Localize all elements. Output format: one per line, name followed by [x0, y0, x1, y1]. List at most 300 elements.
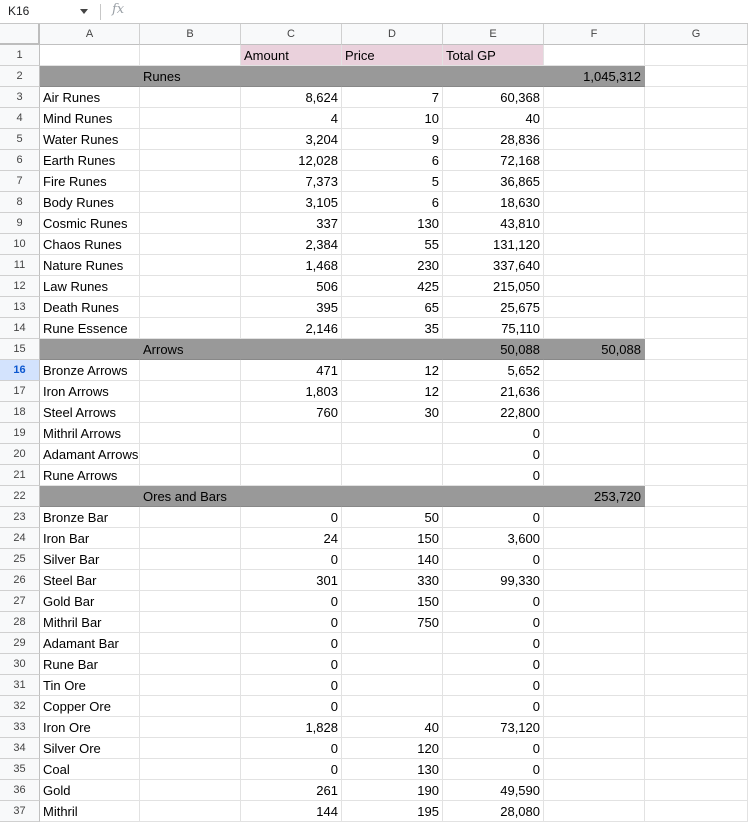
row-header-12[interactable]: 12 — [0, 276, 40, 297]
cell-d20[interactable] — [342, 444, 443, 465]
cell-b1[interactable] — [140, 45, 241, 66]
cell-g11[interactable] — [645, 255, 748, 276]
cell-d22[interactable] — [342, 486, 443, 507]
cell-c35[interactable]: 0 — [241, 759, 342, 780]
column-header-a[interactable]: A — [40, 24, 140, 45]
row-header-16[interactable]: 16 — [0, 360, 40, 381]
cell-e22[interactable] — [443, 486, 544, 507]
cell-d10[interactable]: 55 — [342, 234, 443, 255]
cell-f18[interactable] — [544, 402, 645, 423]
cell-b7[interactable] — [140, 171, 241, 192]
cell-d18[interactable]: 30 — [342, 402, 443, 423]
cell-g5[interactable] — [645, 129, 748, 150]
cell-d4[interactable]: 10 — [342, 108, 443, 129]
cell-c19[interactable] — [241, 423, 342, 444]
cell-g28[interactable] — [645, 612, 748, 633]
cell-g31[interactable] — [645, 675, 748, 696]
cell-c36[interactable]: 261 — [241, 780, 342, 801]
column-header-b[interactable]: B — [140, 24, 241, 45]
cell-e28[interactable]: 0 — [443, 612, 544, 633]
cell-b14[interactable] — [140, 318, 241, 339]
cell-d7[interactable]: 5 — [342, 171, 443, 192]
cell-f24[interactable] — [544, 528, 645, 549]
cell-a9[interactable]: Cosmic Runes — [40, 213, 140, 234]
cell-c25[interactable]: 0 — [241, 549, 342, 570]
row-header-13[interactable]: 13 — [0, 297, 40, 318]
cell-a21[interactable]: Rune Arrows — [40, 465, 140, 486]
cell-g37[interactable] — [645, 801, 748, 822]
cell-e2[interactable] — [443, 66, 544, 87]
column-header-d[interactable]: D — [342, 24, 443, 45]
cell-d21[interactable] — [342, 465, 443, 486]
cell-f27[interactable] — [544, 591, 645, 612]
cell-e29[interactable]: 0 — [443, 633, 544, 654]
cell-a28[interactable]: Mithril Bar — [40, 612, 140, 633]
column-header-c[interactable]: C — [241, 24, 342, 45]
cell-a6[interactable]: Earth Runes — [40, 150, 140, 171]
cell-b21[interactable] — [140, 465, 241, 486]
cell-c14[interactable]: 2,146 — [241, 318, 342, 339]
cell-b15[interactable]: Arrows — [140, 339, 241, 360]
cell-e36[interactable]: 49,590 — [443, 780, 544, 801]
cell-e6[interactable]: 72,168 — [443, 150, 544, 171]
cell-b26[interactable] — [140, 570, 241, 591]
cell-a35[interactable]: Coal — [40, 759, 140, 780]
row-header-33[interactable]: 33 — [0, 717, 40, 738]
cell-e5[interactable]: 28,836 — [443, 129, 544, 150]
cell-f2[interactable]: 1,045,312 — [544, 66, 645, 87]
row-header-18[interactable]: 18 — [0, 402, 40, 423]
cell-f15[interactable]: 50,088 — [544, 339, 645, 360]
cell-e26[interactable]: 99,330 — [443, 570, 544, 591]
cell-f31[interactable] — [544, 675, 645, 696]
cell-a4[interactable]: Mind Runes — [40, 108, 140, 129]
cell-f14[interactable] — [544, 318, 645, 339]
cell-f5[interactable] — [544, 129, 645, 150]
cell-f20[interactable] — [544, 444, 645, 465]
cell-d2[interactable] — [342, 66, 443, 87]
cell-a11[interactable]: Nature Runes — [40, 255, 140, 276]
row-header-6[interactable]: 6 — [0, 150, 40, 171]
cell-e30[interactable]: 0 — [443, 654, 544, 675]
cell-a22[interactable] — [40, 486, 140, 507]
cell-d1[interactable]: Price — [342, 45, 443, 66]
row-header-31[interactable]: 31 — [0, 675, 40, 696]
cell-a31[interactable]: Tin Ore — [40, 675, 140, 696]
cell-c37[interactable]: 144 — [241, 801, 342, 822]
cell-a20[interactable]: Adamant Arrows — [40, 444, 140, 465]
cell-d24[interactable]: 150 — [342, 528, 443, 549]
cell-a36[interactable]: Gold — [40, 780, 140, 801]
cell-b25[interactable] — [140, 549, 241, 570]
cell-d17[interactable]: 12 — [342, 381, 443, 402]
name-box[interactable]: K16 — [8, 4, 30, 18]
cell-d12[interactable]: 425 — [342, 276, 443, 297]
row-header-23[interactable]: 23 — [0, 507, 40, 528]
cell-b10[interactable] — [140, 234, 241, 255]
cell-c20[interactable] — [241, 444, 342, 465]
cell-g30[interactable] — [645, 654, 748, 675]
cell-g21[interactable] — [645, 465, 748, 486]
cell-b11[interactable] — [140, 255, 241, 276]
cell-e10[interactable]: 131,120 — [443, 234, 544, 255]
cell-a27[interactable]: Gold Bar — [40, 591, 140, 612]
row-header-9[interactable]: 9 — [0, 213, 40, 234]
cell-c31[interactable]: 0 — [241, 675, 342, 696]
cell-g35[interactable] — [645, 759, 748, 780]
cell-c29[interactable]: 0 — [241, 633, 342, 654]
cell-a26[interactable]: Steel Bar — [40, 570, 140, 591]
row-header-7[interactable]: 7 — [0, 171, 40, 192]
cell-g19[interactable] — [645, 423, 748, 444]
cell-c7[interactable]: 7,373 — [241, 171, 342, 192]
cell-b37[interactable] — [140, 801, 241, 822]
cell-a29[interactable]: Adamant Bar — [40, 633, 140, 654]
cell-b4[interactable] — [140, 108, 241, 129]
row-header-1[interactable]: 1 — [0, 45, 40, 66]
cell-e31[interactable]: 0 — [443, 675, 544, 696]
row-header-24[interactable]: 24 — [0, 528, 40, 549]
cell-a33[interactable]: Iron Ore — [40, 717, 140, 738]
cell-b5[interactable] — [140, 129, 241, 150]
cell-e32[interactable]: 0 — [443, 696, 544, 717]
cell-b29[interactable] — [140, 633, 241, 654]
row-header-25[interactable]: 25 — [0, 549, 40, 570]
cell-d19[interactable] — [342, 423, 443, 444]
row-header-37[interactable]: 37 — [0, 801, 40, 822]
cell-a32[interactable]: Copper Ore — [40, 696, 140, 717]
cell-b2[interactable]: Runes — [140, 66, 241, 87]
row-header-14[interactable]: 14 — [0, 318, 40, 339]
cell-a16[interactable]: Bronze Arrows — [40, 360, 140, 381]
cell-d13[interactable]: 65 — [342, 297, 443, 318]
cell-g34[interactable] — [645, 738, 748, 759]
row-header-22[interactable]: 22 — [0, 486, 40, 507]
cell-b24[interactable] — [140, 528, 241, 549]
cell-c16[interactable]: 471 — [241, 360, 342, 381]
cell-f37[interactable] — [544, 801, 645, 822]
cell-g13[interactable] — [645, 297, 748, 318]
cell-a24[interactable]: Iron Bar — [40, 528, 140, 549]
cell-g4[interactable] — [645, 108, 748, 129]
row-header-34[interactable]: 34 — [0, 738, 40, 759]
cell-g15[interactable] — [645, 339, 748, 360]
column-header-e[interactable]: E — [443, 24, 544, 45]
cell-g24[interactable] — [645, 528, 748, 549]
cell-c28[interactable]: 0 — [241, 612, 342, 633]
cell-d27[interactable]: 150 — [342, 591, 443, 612]
cell-f1[interactable] — [544, 45, 645, 66]
cell-b16[interactable] — [140, 360, 241, 381]
name-box-dropdown-icon[interactable] — [80, 9, 88, 14]
cell-g20[interactable] — [645, 444, 748, 465]
cell-g33[interactable] — [645, 717, 748, 738]
cell-c10[interactable]: 2,384 — [241, 234, 342, 255]
cell-e20[interactable]: 0 — [443, 444, 544, 465]
cell-e23[interactable]: 0 — [443, 507, 544, 528]
cell-b34[interactable] — [140, 738, 241, 759]
cell-e21[interactable]: 0 — [443, 465, 544, 486]
cell-d26[interactable]: 330 — [342, 570, 443, 591]
cell-b27[interactable] — [140, 591, 241, 612]
cell-c30[interactable]: 0 — [241, 654, 342, 675]
cell-a30[interactable]: Rune Bar — [40, 654, 140, 675]
cell-c2[interactable] — [241, 66, 342, 87]
cell-g23[interactable] — [645, 507, 748, 528]
cell-f3[interactable] — [544, 87, 645, 108]
cell-f7[interactable] — [544, 171, 645, 192]
cell-e14[interactable]: 75,110 — [443, 318, 544, 339]
cell-e4[interactable]: 40 — [443, 108, 544, 129]
cell-c22[interactable] — [241, 486, 342, 507]
column-header-g[interactable]: G — [645, 24, 748, 45]
cell-g14[interactable] — [645, 318, 748, 339]
cell-d8[interactable]: 6 — [342, 192, 443, 213]
row-header-32[interactable]: 32 — [0, 696, 40, 717]
cell-c32[interactable]: 0 — [241, 696, 342, 717]
cell-c12[interactable]: 506 — [241, 276, 342, 297]
cell-e27[interactable]: 0 — [443, 591, 544, 612]
cell-f35[interactable] — [544, 759, 645, 780]
cell-a25[interactable]: Silver Bar — [40, 549, 140, 570]
cell-c5[interactable]: 3,204 — [241, 129, 342, 150]
cell-e13[interactable]: 25,675 — [443, 297, 544, 318]
cell-f29[interactable] — [544, 633, 645, 654]
cell-f28[interactable] — [544, 612, 645, 633]
cell-g27[interactable] — [645, 591, 748, 612]
cell-f10[interactable] — [544, 234, 645, 255]
cell-a10[interactable]: Chaos Runes — [40, 234, 140, 255]
cell-g10[interactable] — [645, 234, 748, 255]
cell-g6[interactable] — [645, 150, 748, 171]
cell-c33[interactable]: 1,828 — [241, 717, 342, 738]
cell-e1[interactable]: Total GP — [443, 45, 544, 66]
row-header-35[interactable]: 35 — [0, 759, 40, 780]
cell-c1[interactable]: Amount — [241, 45, 342, 66]
cell-a34[interactable]: Silver Ore — [40, 738, 140, 759]
cell-a17[interactable]: Iron Arrows — [40, 381, 140, 402]
cell-d14[interactable]: 35 — [342, 318, 443, 339]
cell-d30[interactable] — [342, 654, 443, 675]
cell-f30[interactable] — [544, 654, 645, 675]
cell-c24[interactable]: 24 — [241, 528, 342, 549]
cell-g36[interactable] — [645, 780, 748, 801]
cell-b6[interactable] — [140, 150, 241, 171]
cell-e12[interactable]: 215,050 — [443, 276, 544, 297]
row-header-30[interactable]: 30 — [0, 654, 40, 675]
cell-a19[interactable]: Mithril Arrows — [40, 423, 140, 444]
cell-e9[interactable]: 43,810 — [443, 213, 544, 234]
row-header-21[interactable]: 21 — [0, 465, 40, 486]
cell-b28[interactable] — [140, 612, 241, 633]
cell-f23[interactable] — [544, 507, 645, 528]
cell-e3[interactable]: 60,368 — [443, 87, 544, 108]
row-header-8[interactable]: 8 — [0, 192, 40, 213]
cell-e19[interactable]: 0 — [443, 423, 544, 444]
row-header-11[interactable]: 11 — [0, 255, 40, 276]
cell-b32[interactable] — [140, 696, 241, 717]
cell-c34[interactable]: 0 — [241, 738, 342, 759]
cell-d5[interactable]: 9 — [342, 129, 443, 150]
row-header-10[interactable]: 10 — [0, 234, 40, 255]
cell-a23[interactable]: Bronze Bar — [40, 507, 140, 528]
cell-g2[interactable] — [645, 66, 748, 87]
cell-e34[interactable]: 0 — [443, 738, 544, 759]
cell-b3[interactable] — [140, 87, 241, 108]
cell-d9[interactable]: 130 — [342, 213, 443, 234]
cell-f8[interactable] — [544, 192, 645, 213]
cell-e35[interactable]: 0 — [443, 759, 544, 780]
cell-f33[interactable] — [544, 717, 645, 738]
cell-c3[interactable]: 8,624 — [241, 87, 342, 108]
cell-f21[interactable] — [544, 465, 645, 486]
cell-d28[interactable]: 750 — [342, 612, 443, 633]
row-header-4[interactable]: 4 — [0, 108, 40, 129]
cell-b36[interactable] — [140, 780, 241, 801]
cell-d32[interactable] — [342, 696, 443, 717]
cell-a12[interactable]: Law Runes — [40, 276, 140, 297]
cell-c13[interactable]: 395 — [241, 297, 342, 318]
cell-g22[interactable] — [645, 486, 748, 507]
row-header-27[interactable]: 27 — [0, 591, 40, 612]
cell-e33[interactable]: 73,120 — [443, 717, 544, 738]
cell-f4[interactable] — [544, 108, 645, 129]
cell-d33[interactable]: 40 — [342, 717, 443, 738]
cell-a37[interactable]: Mithril — [40, 801, 140, 822]
cell-f17[interactable] — [544, 381, 645, 402]
cell-d23[interactable]: 50 — [342, 507, 443, 528]
cell-d25[interactable]: 140 — [342, 549, 443, 570]
cell-c8[interactable]: 3,105 — [241, 192, 342, 213]
cell-e8[interactable]: 18,630 — [443, 192, 544, 213]
cell-d35[interactable]: 130 — [342, 759, 443, 780]
cell-g12[interactable] — [645, 276, 748, 297]
cell-g32[interactable] — [645, 696, 748, 717]
cell-c18[interactable]: 760 — [241, 402, 342, 423]
cell-c23[interactable]: 0 — [241, 507, 342, 528]
cell-b17[interactable] — [140, 381, 241, 402]
cell-b20[interactable] — [140, 444, 241, 465]
cell-d6[interactable]: 6 — [342, 150, 443, 171]
cell-c17[interactable]: 1,803 — [241, 381, 342, 402]
cell-f19[interactable] — [544, 423, 645, 444]
row-header-19[interactable]: 19 — [0, 423, 40, 444]
cell-b8[interactable] — [140, 192, 241, 213]
cell-a1[interactable] — [40, 45, 140, 66]
cell-c11[interactable]: 1,468 — [241, 255, 342, 276]
cell-b9[interactable] — [140, 213, 241, 234]
cell-a2[interactable] — [40, 66, 140, 87]
cell-g26[interactable] — [645, 570, 748, 591]
cell-e24[interactable]: 3,600 — [443, 528, 544, 549]
cell-a3[interactable]: Air Runes — [40, 87, 140, 108]
cell-a14[interactable]: Rune Essence — [40, 318, 140, 339]
cell-c9[interactable]: 337 — [241, 213, 342, 234]
cell-g16[interactable] — [645, 360, 748, 381]
cell-d16[interactable]: 12 — [342, 360, 443, 381]
cell-e15[interactable]: 50,088 — [443, 339, 544, 360]
cell-b23[interactable] — [140, 507, 241, 528]
cell-b12[interactable] — [140, 276, 241, 297]
cell-c26[interactable]: 301 — [241, 570, 342, 591]
cell-c21[interactable] — [241, 465, 342, 486]
row-header-36[interactable]: 36 — [0, 780, 40, 801]
row-header-2[interactable]: 2 — [0, 66, 40, 87]
cell-d31[interactable] — [342, 675, 443, 696]
cell-b13[interactable] — [140, 297, 241, 318]
row-header-3[interactable]: 3 — [0, 87, 40, 108]
cell-g8[interactable] — [645, 192, 748, 213]
cell-e17[interactable]: 21,636 — [443, 381, 544, 402]
cell-b33[interactable] — [140, 717, 241, 738]
cell-b18[interactable] — [140, 402, 241, 423]
cell-f34[interactable] — [544, 738, 645, 759]
cell-f12[interactable] — [544, 276, 645, 297]
column-header-f[interactable]: F — [544, 24, 645, 45]
cell-f25[interactable] — [544, 549, 645, 570]
cell-f16[interactable] — [544, 360, 645, 381]
cell-f32[interactable] — [544, 696, 645, 717]
cell-d15[interactable] — [342, 339, 443, 360]
cell-e7[interactable]: 36,865 — [443, 171, 544, 192]
cell-d36[interactable]: 190 — [342, 780, 443, 801]
cell-f9[interactable] — [544, 213, 645, 234]
cell-d37[interactable]: 195 — [342, 801, 443, 822]
cell-g9[interactable] — [645, 213, 748, 234]
row-header-17[interactable]: 17 — [0, 381, 40, 402]
row-header-5[interactable]: 5 — [0, 129, 40, 150]
cell-g3[interactable] — [645, 87, 748, 108]
cell-g17[interactable] — [645, 381, 748, 402]
cell-f6[interactable] — [544, 150, 645, 171]
cell-c15[interactable] — [241, 339, 342, 360]
row-header-28[interactable]: 28 — [0, 612, 40, 633]
row-header-15[interactable]: 15 — [0, 339, 40, 360]
cell-b22[interactable]: Ores and Bars — [140, 486, 241, 507]
cell-a5[interactable]: Water Runes — [40, 129, 140, 150]
cell-g1[interactable] — [645, 45, 748, 66]
cell-f26[interactable] — [544, 570, 645, 591]
row-header-20[interactable]: 20 — [0, 444, 40, 465]
cell-c27[interactable]: 0 — [241, 591, 342, 612]
cell-a13[interactable]: Death Runes — [40, 297, 140, 318]
cell-e37[interactable]: 28,080 — [443, 801, 544, 822]
cell-b31[interactable] — [140, 675, 241, 696]
cell-a8[interactable]: Body Runes — [40, 192, 140, 213]
cell-d29[interactable] — [342, 633, 443, 654]
cell-d11[interactable]: 230 — [342, 255, 443, 276]
cell-g7[interactable] — [645, 171, 748, 192]
cell-f11[interactable] — [544, 255, 645, 276]
cell-g18[interactable] — [645, 402, 748, 423]
cell-a15[interactable] — [40, 339, 140, 360]
cell-e18[interactable]: 22,800 — [443, 402, 544, 423]
cell-e25[interactable]: 0 — [443, 549, 544, 570]
cell-e11[interactable]: 337,640 — [443, 255, 544, 276]
cell-b35[interactable] — [140, 759, 241, 780]
cell-g29[interactable] — [645, 633, 748, 654]
cell-c4[interactable]: 4 — [241, 108, 342, 129]
row-header-29[interactable]: 29 — [0, 633, 40, 654]
cell-b19[interactable] — [140, 423, 241, 444]
row-header-26[interactable]: 26 — [0, 570, 40, 591]
cell-d3[interactable]: 7 — [342, 87, 443, 108]
select-all-corner[interactable] — [0, 24, 40, 45]
cell-f13[interactable] — [544, 297, 645, 318]
cell-g25[interactable] — [645, 549, 748, 570]
cell-d34[interactable]: 120 — [342, 738, 443, 759]
cell-f36[interactable] — [544, 780, 645, 801]
